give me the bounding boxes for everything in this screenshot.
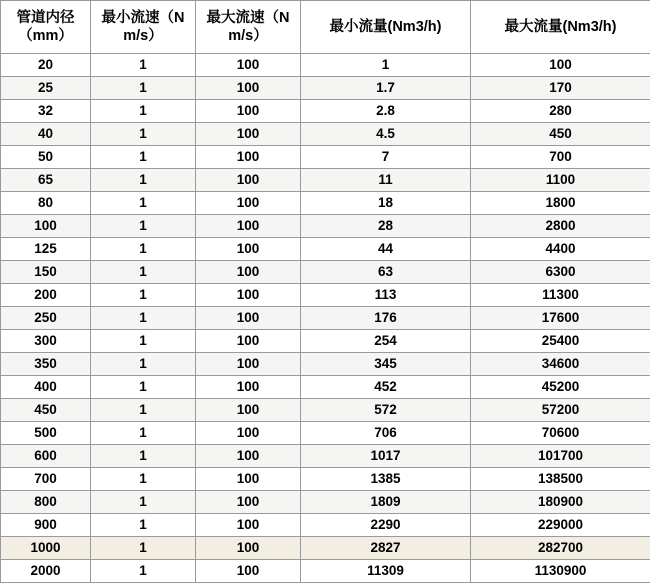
table-cell: 1: [91, 560, 196, 583]
table-cell: 138500: [471, 468, 650, 491]
table-row: [1, 54, 650, 77]
column-header-min-velocity: 最小流速（Nm/s）: [91, 1, 196, 54]
table-cell: 1800: [471, 192, 650, 215]
table-cell: 4.5: [301, 123, 471, 146]
table-cell: 80: [1, 192, 91, 215]
table-cell: 34600: [471, 353, 650, 376]
table-cell: 1: [91, 261, 196, 284]
table-row: [1, 146, 650, 169]
table-cell: 63: [301, 261, 471, 284]
table-cell: 11300: [471, 284, 650, 307]
table-cell: 100: [471, 54, 650, 77]
table-cell: 11: [301, 169, 471, 192]
table-cell: 400: [1, 376, 91, 399]
table-row: [1, 537, 650, 560]
table-cell: 44: [301, 238, 471, 261]
table-cell: 282700: [471, 537, 650, 560]
table-cell: 1: [91, 192, 196, 215]
table-cell: 20: [1, 54, 91, 77]
table-row: [1, 491, 650, 514]
table-cell: 100: [196, 123, 301, 146]
table-cell: 100: [196, 77, 301, 100]
table-cell: 57200: [471, 399, 650, 422]
table-cell: 1: [91, 353, 196, 376]
table-row: [1, 330, 650, 353]
table-cell: 1385: [301, 468, 471, 491]
table-cell: 100: [196, 100, 301, 123]
table-cell: 100: [196, 514, 301, 537]
table-row: [1, 215, 650, 238]
table-cell: 100: [1, 215, 91, 238]
table-cell: 101700: [471, 445, 650, 468]
table-cell: 1: [91, 376, 196, 399]
table-cell: 100: [196, 560, 301, 583]
table-cell: 1: [91, 123, 196, 146]
table-cell: 1: [91, 238, 196, 261]
table-cell: 100: [196, 376, 301, 399]
table-cell: 1.7: [301, 77, 471, 100]
table-cell: 180900: [471, 491, 650, 514]
table-cell: 100: [196, 284, 301, 307]
table-cell: 100: [196, 146, 301, 169]
table-cell: 50: [1, 146, 91, 169]
column-header-max-velocity: 最大流速（Nm/s）: [196, 1, 301, 54]
table-row: [1, 514, 650, 537]
table-cell: 1: [91, 330, 196, 353]
table-cell: 254: [301, 330, 471, 353]
table-cell: 1: [91, 537, 196, 560]
table-cell: 1: [91, 215, 196, 238]
table-cell: 572: [301, 399, 471, 422]
table-row: [1, 376, 650, 399]
table-cell: 100: [196, 54, 301, 77]
table-cell: 6300: [471, 261, 650, 284]
table-cell: 100: [196, 468, 301, 491]
table-cell: 17600: [471, 307, 650, 330]
table-cell: 280: [471, 100, 650, 123]
table-cell: 32: [1, 100, 91, 123]
table-cell: 1130900: [471, 560, 650, 583]
table-cell: 113: [301, 284, 471, 307]
table-cell: 700: [1, 468, 91, 491]
table-cell: 452: [301, 376, 471, 399]
table-cell: 1: [91, 100, 196, 123]
table-cell: 250: [1, 307, 91, 330]
table-cell: 100: [196, 491, 301, 514]
table-cell: 1: [91, 445, 196, 468]
table-cell: 100: [196, 445, 301, 468]
table-cell: 45200: [471, 376, 650, 399]
table-cell: 2.8: [301, 100, 471, 123]
table-cell: 4400: [471, 238, 650, 261]
table-cell: 1: [91, 54, 196, 77]
table-cell: 2827: [301, 537, 471, 560]
column-header-pipe-diameter: 管道内径（mm）: [1, 1, 91, 54]
table-cell: 600: [1, 445, 91, 468]
table-cell: 1: [91, 284, 196, 307]
table-cell: 100: [196, 169, 301, 192]
table-cell: 1: [301, 54, 471, 77]
table-cell: 300: [1, 330, 91, 353]
table-cell: 1: [91, 422, 196, 445]
table-row: [1, 445, 650, 468]
table-cell: 200: [1, 284, 91, 307]
table-header-row: [1, 1, 650, 54]
table-row: [1, 353, 650, 376]
table-cell: 11309: [301, 560, 471, 583]
table-row: [1, 238, 650, 261]
table-cell: 900: [1, 514, 91, 537]
table-row: [1, 261, 650, 284]
table-cell: 800: [1, 491, 91, 514]
table-cell: 100: [196, 330, 301, 353]
table-cell: 2000: [1, 560, 91, 583]
table-cell: 70600: [471, 422, 650, 445]
table-cell: 1: [91, 491, 196, 514]
column-header-min-flow: 最小流量(Nm3/h): [301, 1, 471, 54]
table-cell: 500: [1, 422, 91, 445]
table-row: [1, 169, 650, 192]
table-cell: 1: [91, 146, 196, 169]
table-cell: 100: [196, 422, 301, 445]
table-cell: 100: [196, 192, 301, 215]
table-cell: 1809: [301, 491, 471, 514]
table-cell: 706: [301, 422, 471, 445]
table-cell: 350: [1, 353, 91, 376]
table-row: [1, 123, 650, 146]
table-cell: 40: [1, 123, 91, 146]
table-row: [1, 399, 650, 422]
table-cell: 345: [301, 353, 471, 376]
table-cell: 229000: [471, 514, 650, 537]
table-cell: 100: [196, 238, 301, 261]
table-cell: 176: [301, 307, 471, 330]
table-cell: 1: [91, 514, 196, 537]
table-row: [1, 100, 650, 123]
table-cell: 100: [196, 261, 301, 284]
table-cell: 7: [301, 146, 471, 169]
table-cell: 1: [91, 169, 196, 192]
table-cell: 25: [1, 77, 91, 100]
table-cell: 2290: [301, 514, 471, 537]
table-cell: 150: [1, 261, 91, 284]
table-row: [1, 468, 650, 491]
table-row: [1, 192, 650, 215]
table-cell: 2800: [471, 215, 650, 238]
table-cell: 100: [196, 353, 301, 376]
table-cell: 1017: [301, 445, 471, 468]
table-row: [1, 307, 650, 330]
table-cell: 100: [196, 307, 301, 330]
table-body: [1, 54, 650, 583]
table-cell: 28: [301, 215, 471, 238]
table-row: [1, 77, 650, 100]
table-cell: 1000: [1, 537, 91, 560]
table-cell: 25400: [471, 330, 650, 353]
table-cell: 1: [91, 399, 196, 422]
table-cell: 700: [471, 146, 650, 169]
table-row: [1, 284, 650, 307]
table-cell: 1: [91, 468, 196, 491]
table-cell: 450: [1, 399, 91, 422]
table-cell: 125: [1, 238, 91, 261]
table-cell: 1: [91, 307, 196, 330]
table-cell: 65: [1, 169, 91, 192]
table-cell: 100: [196, 537, 301, 560]
table-header: [1, 1, 650, 54]
table-cell: 100: [196, 215, 301, 238]
table-cell: 1: [91, 77, 196, 100]
table-cell: 450: [471, 123, 650, 146]
table-cell: 1100: [471, 169, 650, 192]
table-row: [1, 422, 650, 445]
table-cell: 18: [301, 192, 471, 215]
table-row: [1, 560, 650, 583]
column-header-max-flow: 最大流量(Nm3/h): [471, 1, 650, 54]
table-cell: 100: [196, 399, 301, 422]
table-cell: 170: [471, 77, 650, 100]
